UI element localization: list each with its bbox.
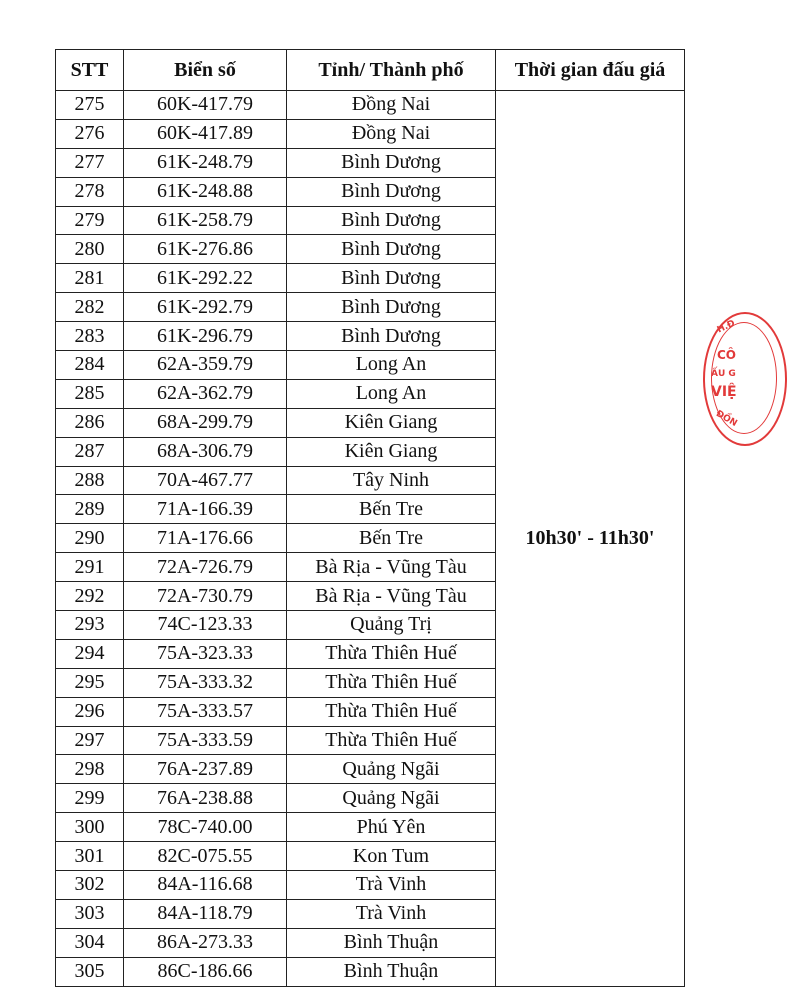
province-cell: Bình Dương	[287, 264, 496, 293]
header-province: Tỉnh/ Thành phố	[287, 50, 496, 91]
stt-cell: 298	[56, 755, 124, 784]
plate-cell: 75A-333.59	[124, 726, 287, 755]
plate-cell: 62A-359.79	[124, 351, 287, 380]
plate-cell: 82C-075.55	[124, 842, 287, 871]
province-cell: Bình Dương	[287, 293, 496, 322]
plate-cell: 72A-726.79	[124, 553, 287, 582]
plate-cell: 84A-116.68	[124, 871, 287, 900]
stt-cell: 301	[56, 842, 124, 871]
seal-text-2: CÔ	[717, 348, 737, 362]
table-row	[56, 91, 685, 120]
stt-cell: 292	[56, 582, 124, 611]
auction-time-cell: 10h30' - 11h30'	[496, 91, 685, 987]
province-cell: Bến Tre	[287, 495, 496, 524]
plate-cell: 74C-123.33	[124, 611, 287, 640]
plate-cell: 75A-333.57	[124, 697, 287, 726]
province-cell: Trà Vinh	[287, 871, 496, 900]
stt-cell: 302	[56, 871, 124, 900]
red-stamp-seal	[703, 312, 787, 446]
province-cell: Kiên Giang	[287, 437, 496, 466]
plate-cell: 86A-273.33	[124, 928, 287, 957]
plate-cell: 68A-299.79	[124, 408, 287, 437]
seal-text-1: H.Đ	[715, 318, 737, 336]
stt-cell: 291	[56, 553, 124, 582]
plate-cell: 61K-292.79	[124, 293, 287, 322]
plate-cell: 75A-323.33	[124, 639, 287, 668]
header-auction-time: Thời gian đấu giá	[496, 50, 685, 91]
stt-cell: 299	[56, 784, 124, 813]
province-cell: Thừa Thiên Huế	[287, 726, 496, 755]
plate-cell: 86C-186.66	[124, 957, 287, 986]
plate-cell: 75A-333.32	[124, 668, 287, 697]
plate-cell: 61K-248.79	[124, 148, 287, 177]
stt-cell: 281	[56, 264, 124, 293]
plate-cell: 60K-417.79	[124, 91, 287, 120]
header-stt: STT	[56, 50, 124, 91]
stt-cell: 280	[56, 235, 124, 264]
stt-cell: 278	[56, 177, 124, 206]
province-cell: Tây Ninh	[287, 466, 496, 495]
stt-cell: 277	[56, 148, 124, 177]
stt-cell: 283	[56, 322, 124, 351]
province-cell: Bình Dương	[287, 177, 496, 206]
stt-cell: 297	[56, 726, 124, 755]
stt-cell: 290	[56, 524, 124, 553]
province-cell: Long An	[287, 379, 496, 408]
province-cell: Long An	[287, 351, 496, 380]
header-row	[56, 50, 685, 91]
province-cell: Bà Rịa - Vũng Tàu	[287, 553, 496, 582]
stt-cell: 289	[56, 495, 124, 524]
province-cell: Quảng Trị	[287, 611, 496, 640]
plate-cell: 62A-362.79	[124, 379, 287, 408]
stt-cell: 279	[56, 206, 124, 235]
stt-cell: 304	[56, 928, 124, 957]
plate-cell: 76A-238.88	[124, 784, 287, 813]
province-cell: Bình Thuận	[287, 928, 496, 957]
stt-cell: 295	[56, 668, 124, 697]
province-cell: Bà Rịa - Vũng Tàu	[287, 582, 496, 611]
plate-cell: 70A-467.77	[124, 466, 287, 495]
plate-cell: 68A-306.79	[124, 437, 287, 466]
province-cell: Bến Tre	[287, 524, 496, 553]
province-cell: Thừa Thiên Huế	[287, 639, 496, 668]
province-cell: Bình Thuận	[287, 957, 496, 986]
table-body	[56, 91, 685, 987]
province-cell: Bình Dương	[287, 235, 496, 264]
province-cell: Quảng Ngãi	[287, 784, 496, 813]
stt-cell: 286	[56, 408, 124, 437]
province-cell: Bình Dương	[287, 206, 496, 235]
plate-cell: 71A-166.39	[124, 495, 287, 524]
province-cell: Quảng Ngãi	[287, 755, 496, 784]
plate-cell: 60K-417.89	[124, 119, 287, 148]
province-cell: Kon Tum	[287, 842, 496, 871]
stt-cell: 303	[56, 899, 124, 928]
plate-cell: 71A-176.66	[124, 524, 287, 553]
plate-cell: 78C-740.00	[124, 813, 287, 842]
stt-cell: 287	[56, 437, 124, 466]
province-cell: Thừa Thiên Huế	[287, 697, 496, 726]
stt-cell: 294	[56, 639, 124, 668]
province-cell: Bình Dương	[287, 148, 496, 177]
seal-text-5: ĐỒN	[714, 408, 739, 430]
plate-cell: 84A-118.79	[124, 899, 287, 928]
stt-cell: 296	[56, 697, 124, 726]
auction-table	[55, 49, 685, 987]
province-cell: Kiên Giang	[287, 408, 496, 437]
plate-cell: 61K-296.79	[124, 322, 287, 351]
province-cell: Bình Dương	[287, 322, 496, 351]
plate-cell: 72A-730.79	[124, 582, 287, 611]
province-cell: Đồng Nai	[287, 91, 496, 120]
stt-cell: 288	[56, 466, 124, 495]
seal-text-3: ẤU G	[711, 369, 736, 379]
plate-cell: 61K-248.88	[124, 177, 287, 206]
plate-cell: 76A-237.89	[124, 755, 287, 784]
stt-cell: 285	[56, 379, 124, 408]
province-cell: Phú Yên	[287, 813, 496, 842]
plate-cell: 61K-276.86	[124, 235, 287, 264]
plate-cell: 61K-292.22	[124, 264, 287, 293]
stt-cell: 305	[56, 957, 124, 986]
province-cell: Trà Vinh	[287, 899, 496, 928]
stt-cell: 300	[56, 813, 124, 842]
stt-cell: 275	[56, 91, 124, 120]
province-cell: Đồng Nai	[287, 119, 496, 148]
plate-cell: 61K-258.79	[124, 206, 287, 235]
stt-cell: 293	[56, 611, 124, 640]
stt-cell: 276	[56, 119, 124, 148]
table-header	[56, 50, 685, 91]
province-cell: Thừa Thiên Huế	[287, 668, 496, 697]
seal-text-4: VIỆ	[711, 384, 737, 400]
header-plate: Biển số	[124, 50, 287, 91]
stt-cell: 282	[56, 293, 124, 322]
stt-cell: 284	[56, 351, 124, 380]
